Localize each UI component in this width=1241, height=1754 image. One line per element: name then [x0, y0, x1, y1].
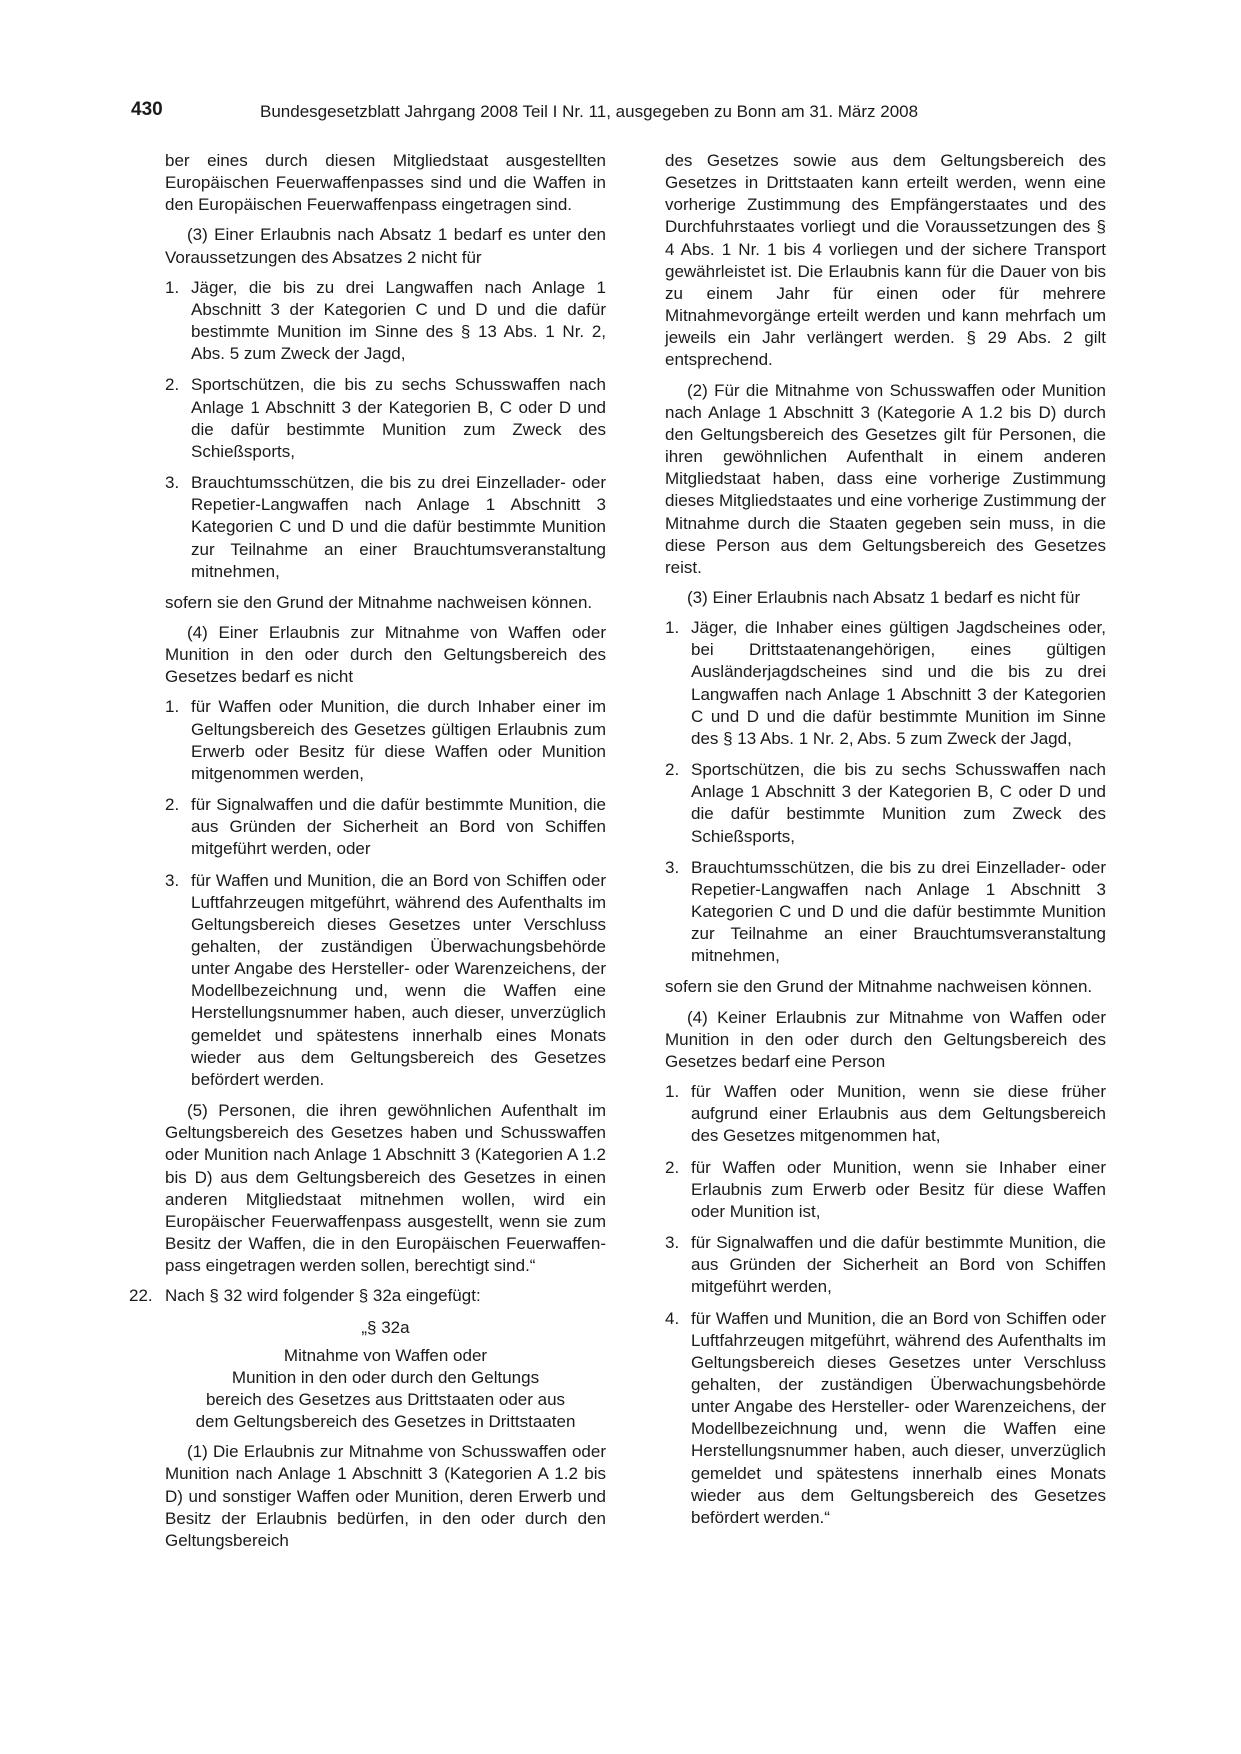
- list-item: 1. Jäger, die Inhaber eines gültigen Jagdscheines oder, bei Drittstaatenangehörigen, eines gültigen Ausländerjagdscheines sind und die bis zu drei Langwaffen nach Anlage 1 Abschnitt 3 der Kategorien C und D und die dafür bestimmte Munition im Sinne des § 13 Abs. 1 Nr. 2, Abs. 5 zum Zweck der Jagd,: [665, 618, 1106, 748]
- list-item: 1. für Waffen oder Munition, die durch Inhaber einer im Geltungsbereich des Gesetzes gültigen Erlaubnis zum Erwerb oder Besitz für diese Waffen oder Munition mitgenommen werden,: [165, 697, 606, 783]
- amendment-item-22: 22. Nach § 32 wird folgender § 32a eingefügt:: [129, 1286, 481, 1306]
- list-item: 2. Sportschützen, die bis zu sechs Schusswaffen nach Anlage 1 Abschnitt 3 der Kategorien B, C oder D und die dafür bestimmte Munition zum Zweck des Schießsports,: [665, 760, 1106, 846]
- right-column: [665, 150, 1106, 1538]
- paragraph-continued: des Gesetzes sowie aus dem Geltungsbereich des Gesetzes in Drittstaaten kann erteilt werden, wenn eine vorherige Zustimmung des Empfängerstaates und des Durchfuhrstaates vorliegt und die Voraussetzungen des § 4 Abs. 1 Nr. 1 bis 4 vorliegen und der sichere Transport gewährleistet ist. Die Erlaubnis kann für die Dauer von bis zu einem Jahr für einen oder für mehrere Mitnahmevorgänge erteilt werden und kann mehrfach um jeweils ein Jahr verlängert werden. § 29 Abs. 2 gilt entsprechend.: [665, 151, 1106, 370]
- paragraph-section-absatz-1: (1) Die Erlaubnis zur Mitnahme von Schusswaffen oder Munition nach Anlage 1 Abschnitt 3 (Kategorien A 1.2 bis D) und sonstiger Waffen oder Munition, deren Erwerb und Besitz der Erlaubnis bedürfen, in den oder durch den Geltungsbereich: [165, 1442, 606, 1550]
- list-item: 4. für Waffen und Munition, die an Bord von Schiffen oder Luftfahrzeugen mitgeführt, während des Aufenthalts im Geltungsbereich dieses Gesetzes unter Verschluss gehalten, der zuständigen Überwachungsbehörde unter Angabe des Hersteller- oder Warenzeichens, der Modellbezeichnung und, wenn die Waffen eine Herstellungsnummer haben, auch dieser, unverzüglich gemeldet und spätestens innerhalb eines Monats wieder aus dem Geltungsbereich des Gesetzes befördert werden.“: [665, 1308, 1106, 1527]
- running-header: Bundesgesetzblatt Jahrgang 2008 Teil I Nr. 11, ausgegeben zu Bonn am 31. März 2008: [260, 102, 919, 121]
- section-title: Mitnahme von Waffen oder Munition in den oder durch den Geltungs bereich des Gesetzes aus Drittstaaten oder aus dem Geltungsbereich des Gesetzes in Drittstaaten: [195, 1345, 576, 1432]
- paragraph-absatz-3: (3) Einer Erlaubnis nach Absatz 1 bedarf es nicht für: [687, 587, 1081, 607]
- paragraph-absatz-5: (5) Personen, die ihren gewöhnlichen Aufenthalt im Geltungsbereich des Gesetzes haben und Schusswaffen oder Munition nach Anlage 1 Abschnitt 3 (Kategorien A 1.2 bis D) aus dem Geltungsbereich des Gesetzes in einen anderen Mitgliedstaat mitnehmen wollen, wird ein Europäischer Feuerwaffenpass ausgestellt, wenn sie zum Besitz der Waffen, die in den Europäischen Feuerwaffenpass eingetragen werden sollen, berechtigt sind.“: [165, 1101, 606, 1276]
- paragraph-continued: ber eines durch diesen Mitgliedstaat ausgestellten Europäischen Feuerwaffenpasses sind und die Waffen in den Europäischen Feuerwaffenpass eingetragen sind.: [165, 151, 606, 215]
- list-item: 3. für Waffen und Munition, die an Bord von Schiffen oder Luftfahrzeugen mitgeführt, während des Aufenthalts im Geltungsbereich dieses Gesetzes unter Verschluss gehalten, der zuständigen Überwachungsbehörde unter Angabe des Hersteller- oder Warenzeichens, der Modellbezeichnung und, wenn die Waffen eine Herstellungsnummer haben, auch dieser, unverzüglich gemeldet und spätestens innerhalb eines Monats wieder aus dem Geltungsbereich des Gesetzes befördert werden.: [165, 870, 606, 1089]
- paragraph-absatz-4: (4) Keiner Erlaubnis zur Mitnahme von Waffen oder Munition in den oder durch den Geltungsbereich des Gesetzes bedarf eine Person: [665, 1007, 1106, 1071]
- paragraph-continuation: sofern sie den Grund der Mitnahme nachweisen können.: [165, 592, 593, 612]
- left-column: [129, 150, 606, 1560]
- paragraph-absatz-2: (2) Für die Mitnahme von Schusswaffen oder Munition nach Anlage 1 Abschnitt 3 (Kategorie A 1.2 bis D) durch den Geltungsbereich des Gesetzes gilt für Personen, die ihren gewöhnlichen Aufenthalt in einem anderen Mitgliedstaat haben, dass eine vorherige Zustimmung dieses Mitgliedstaates und eine vorherige Zustimmung der Mitnahme durch die Staaten gegeben sein muss, in die diese Person aus dem Geltungsbereich des Gesetzes reist.: [665, 380, 1106, 577]
- list-item: 2. für Waffen oder Munition, wenn sie Inhaber einer Erlaubnis zum Erwerb oder Besitz für diese Waffen oder Munition ist,: [665, 1157, 1106, 1221]
- list-item: 3. Brauchtumsschützen, die bis zu drei Einzellader- oder Repetier-Langwaffen nach Anlage 1 Abschnitt 3 Kategorien C und D und die dafür bestimmte Munition zur Teilnahme an einer Brauchtumsveranstaltung mitnehmen,: [165, 473, 606, 581]
- list-item: 2. Sportschützen, die bis zu sechs Schusswaffen nach Anlage 1 Abschnitt 3 der Kategorien B, C oder D und die dafür bestimmte Munition zum Zweck des Schießsports,: [165, 375, 606, 461]
- section-number: „§ 32a: [361, 1317, 410, 1337]
- list-item: 3. Brauchtumsschützen, die bis zu drei Einzellader- oder Repetier-Langwaffen nach Anlage 1 Abschnitt 3 Kategorien C und D und die dafür bestimmte Munition zur Teilnahme an einer Brauchtumsveranstaltung mitnehmen,: [665, 857, 1106, 966]
- paragraph-absatz-4: (4) Einer Erlaubnis zur Mitnahme von Waffen oder Munition in den oder durch den Geltungsbereich des Gesetzes bedarf es nicht: [165, 622, 606, 687]
- list-item: 3. für Signalwaffen und die dafür bestimmte Munition, die aus Gründen der Sicherheit an Bord von Schiffen mitgeführt werden,: [665, 1233, 1106, 1297]
- page-number: 430: [131, 99, 163, 120]
- paragraph-continuation: sofern sie den Grund der Mitnahme nachweisen können.: [665, 977, 1093, 997]
- list-item: 1. für Waffen oder Munition, wenn sie diese früher aufgrund einer Erlaubnis aus dem Geltungsbereich des Gesetzes mitgenommen hat,: [665, 1082, 1106, 1146]
- paragraph-absatz-3: (3) Einer Erlaubnis nach Absatz 1 bedarf es unter den Voraussetzungen des Absatzes 2 nicht für: [165, 225, 606, 267]
- list-item: 1. Jäger, die bis zu drei Langwaffen nach Anlage 1 Abschnitt 3 der Kategorien C und D und die dafür bestimmte Munition im Sinne des § 13 Abs. 1 Nr. 2, Abs. 5 zum Zweck der Jagd,: [165, 277, 606, 364]
- list-item: 2. für Signalwaffen und die dafür bestimmte Munition, die aus Gründen der Sicherheit an Bord von Schiffen mitgeführt werden, oder: [165, 795, 606, 859]
